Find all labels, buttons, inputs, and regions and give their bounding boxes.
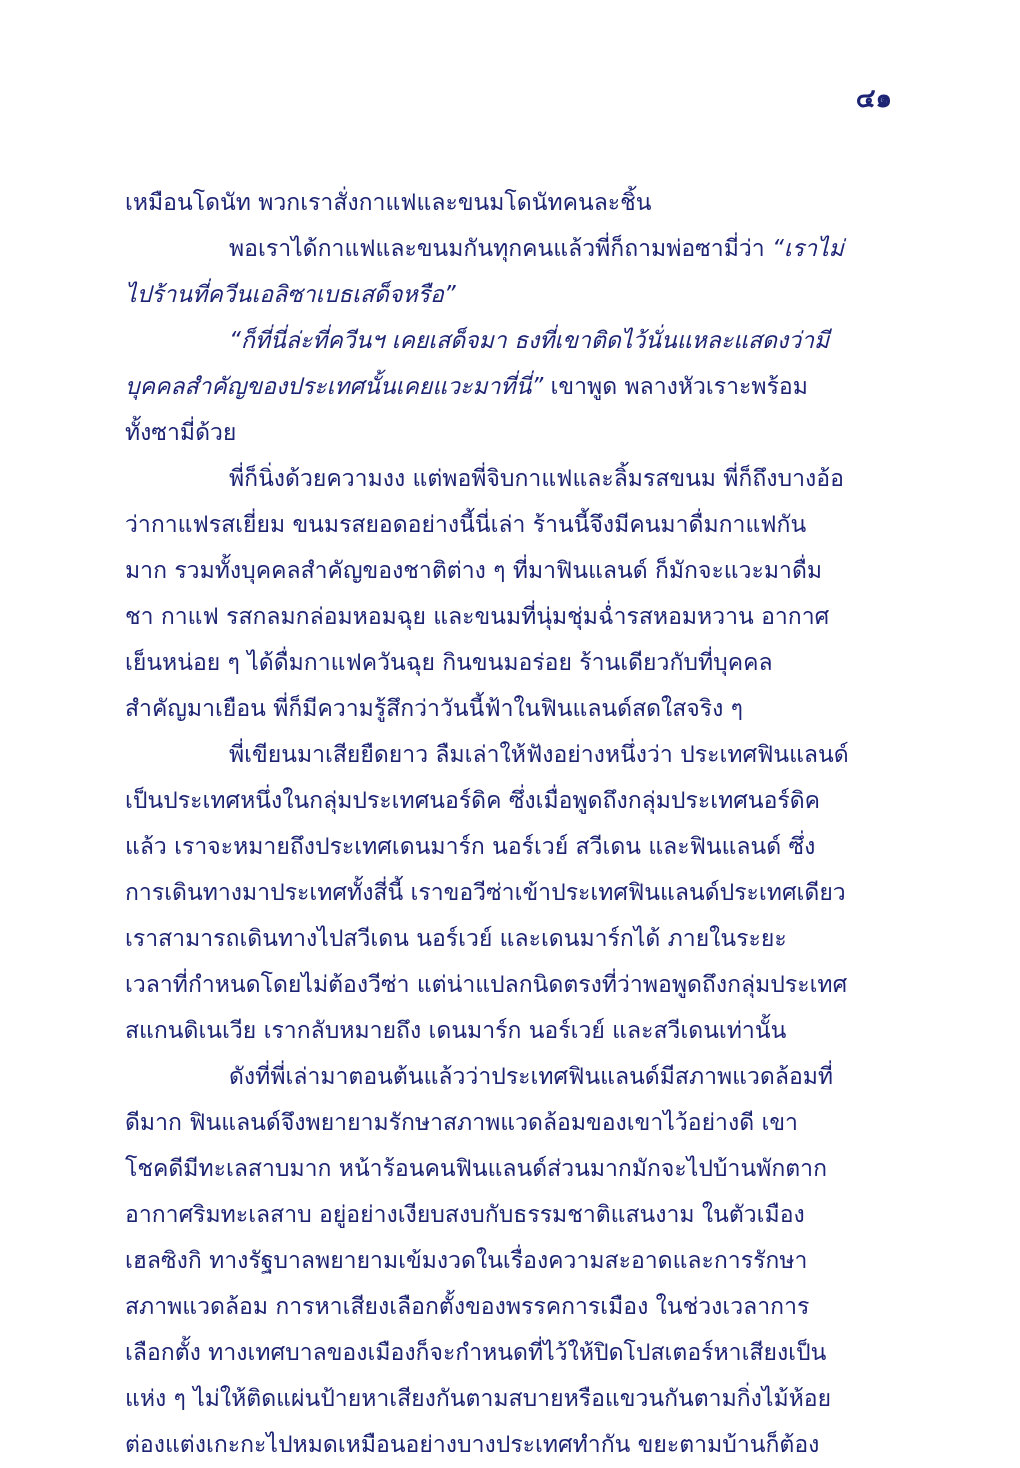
text-line: เราสามารถเดินทางไปสวีเดน นอร์เวย์ และเดนมาร์กได้ ภายในระยะ bbox=[125, 926, 787, 952]
text-line: อากาศริมทะเลสาบ อยู่อย่างเงียบสงบกับธรรมชาติแสนงาม ในตัวเมือง bbox=[125, 1202, 805, 1228]
text-line: เย็นหน่อย ๆ ได้ดื่มกาแฟควันฉุย กินขนมอร่อย ร้านเดียวกับที่บุคคล bbox=[125, 650, 773, 676]
text-line: พี่ก็นิ่งด้วยความงง แต่พอพี่จิบกาแฟและลิ้มรสขนม พี่ก็ถึงบางอ้อ bbox=[229, 466, 844, 492]
page-number: ๔๑ bbox=[855, 84, 892, 114]
text-line: เฮลซิงกิ ทางรัฐบาลพยายามเข้มงวดในเรื่องความสะอาดและการรักษา bbox=[125, 1248, 808, 1274]
text-line: มาก รวมทั้งบุคคลสำคัญของชาติต่าง ๆ ที่มาฟินแลนด์ ก็มักจะแวะมาดื่ม bbox=[125, 558, 823, 584]
text-line: สภาพแวดล้อม การหาเสียงเลือกตั้งของพรรคการเมือง ในช่วงเวลาการ bbox=[125, 1294, 810, 1320]
text-line: ต่องแต่งเกะกะไปหมดเหมือนอย่างบางประเทศทำกัน ขยะตามบ้านก็ต้อง bbox=[125, 1432, 820, 1458]
text-line: ดังที่พี่เล่ามาตอนต้นแล้วว่าประเทศฟินแลนด์มีสภาพแวดล้อมที่ bbox=[229, 1064, 834, 1090]
text-line: เลือกตั้ง ทางเทศบาลของเมืองก็จะกำหนดที่ไว้ให้ปิดโปสเตอร์หาเสียงเป็น bbox=[125, 1340, 827, 1366]
text-line: สแกนดิเนเวีย เรากลับหมายถึง เดนมาร์ก นอร์เวย์ และสวีเดนเท่านั้น bbox=[125, 1018, 787, 1044]
text-line bbox=[125, 318, 887, 364]
text-line: พี่เขียนมาเสียยืดยาว ลืมเล่าให้ฟังอย่างหนึ่งว่า ประเทศฟินแลนด์ bbox=[229, 742, 849, 768]
text-line: บุคคลสำคัญของประเทศนั้นเคยแวะมาที่นี่” เขาพูด พลางหัวเราะพร้อม bbox=[125, 374, 808, 400]
text-line: ว่ากาแฟรสเยี่ยม ขนมรสยอดอย่างนี้นี่เล่า ร้านนี้จึงมีคนมาดื่มกาแฟกัน bbox=[125, 512, 807, 538]
text-line: ชา กาแฟ รสกลมกล่อมหอมฉุย และขนมที่นุ่มชุ่มฉ่ำรสหอมหวาน อากาศ bbox=[125, 604, 830, 630]
text-line: เหมือนโดนัท พวกเราสั่งกาแฟและขนมโดนัทคนละชิ้น bbox=[125, 190, 652, 216]
text-line: โชคดีมีทะเลสาบมาก หน้าร้อนคนฟินแลนด์ส่วนมากมักจะไปบ้านพักตาก bbox=[125, 1156, 828, 1182]
text-line: เวลาที่กำหนดโดยไม่ต้องวีซ่า แต่น่าแปลกนิดตรงที่ว่าพอพูดถึงกลุ่มประเทศ bbox=[125, 972, 848, 998]
text-line: ทั้งซามี่ด้วย bbox=[125, 420, 237, 446]
text-line: ดีมาก ฟินแลนด์จึงพยายามรักษาสภาพแวดล้อมของเขาไว้อย่างดี เขา bbox=[125, 1110, 798, 1136]
text-line: พอเราได้กาแฟและขนมกันทุกคนแล้วพี่ก็ถามพ่อซามี่ว่า “เราไม่ bbox=[229, 236, 844, 262]
text-line: เป็นประเทศหนึ่งในกลุ่มประเทศนอร์ดิค ซึ่งเมื่อพูดถึงกลุ่มประเทศนอร์ดิค bbox=[125, 788, 821, 814]
quoted-text: บุคคลสำคัญของประเทศนั้นเคยแวะมาที่นี่” bbox=[125, 374, 544, 400]
quoted-text: “เราไม่ bbox=[772, 236, 844, 262]
text-line: แล้ว เราจะหมายถึงประเทศเดนมาร์ก นอร์เวย์ สวีเดน และฟินแลนด์ ซึ่ง bbox=[125, 834, 816, 860]
quoted-text: ไปร้านที่ควีนเอลิซาเบธเสด็จหรือ” bbox=[125, 282, 456, 308]
text-line: แห่ง ๆ ไม่ให้ติดแผ่นป้ายหาเสียงกันตามสบายหรือแขวนกันตามกิ่งไม้ห้อย bbox=[125, 1386, 832, 1412]
body-text bbox=[125, 180, 887, 1468]
text-line: การเดินทางมาประเทศทั้งสี่นี้ เราขอวีซ่าเข้าประเทศฟินแลนด์ประเทศเดียว bbox=[125, 880, 846, 906]
quoted-text: “ก็ที่นี่ล่ะที่ควีนฯ เคยเสด็จมา ธงที่เขาติดไว้นั่นแหละแสดงว่ามี bbox=[229, 328, 830, 354]
text-line bbox=[125, 272, 887, 318]
text-line: สำคัญมาเยือน พี่ก็มีความรู้สึกว่าวันนี้ฟ้าในฟินแลนด์สดใสจริง ๆ bbox=[125, 696, 744, 722]
